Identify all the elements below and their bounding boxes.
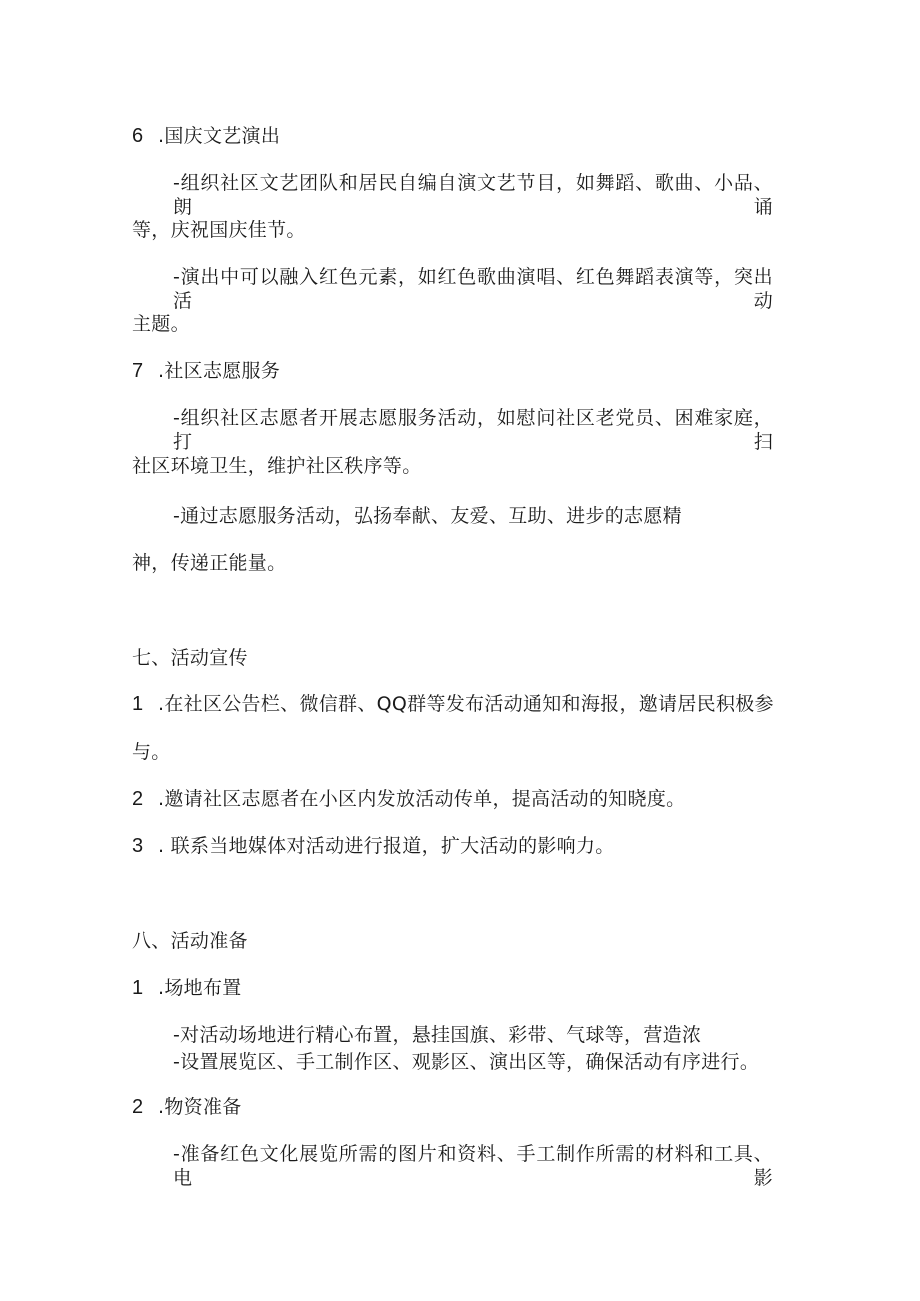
section-7-paragraph-1-line-1: -组织社区志愿者开展志愿服务活动，如慰问社区老党员、困难家庭，打扫 [173,407,773,453]
section-7-number: 7 [132,360,144,382]
publicity-item-3-number: 3 [132,835,144,857]
preparation-item-1-line-2: -设置展览区、手工制作区、观影区、演出区等，确保活动有序进行。 [173,1051,760,1073]
section-6-paragraph-2-line-2: 主题。 [132,313,190,335]
publicity-item-2 [132,787,685,811]
section-6-heading [132,124,280,148]
section-7-title: .社区志愿服务 [158,360,281,382]
heading-preparation: 八、活动准备 [132,930,248,952]
publicity-item-1-text: .在社区公告栏、微信群、QQ群等发布活动通知和海报，邀请居民积极参 [158,693,774,715]
section-7-paragraph-2-line-2: 神，传递正能量。 [132,552,287,574]
section-7-paragraph-2-line-1: -通过志愿服务活动，弘扬奉献、友爱、互助、进步的志愿精 [173,505,682,527]
preparation-item-2-heading [132,1095,242,1119]
publicity-item-2-text: .邀请社区志愿者在小区内发放活动传单，提高活动的知晓度。 [158,788,686,810]
publicity-item-3 [132,834,615,858]
preparation-item-1-line-1: -对活动场地进行精心布置，悬挂国旗、彩带、气球等，营造浓 [173,1024,702,1046]
section-6-paragraph-1-line-2: 等，庆祝国庆佳节。 [132,219,306,241]
publicity-item-1-number: 1 [132,693,144,715]
preparation-item-2-title: .物资准备 [158,1096,242,1118]
publicity-item-3-text: . 联系当地媒体对活动进行报道，扩大活动的影响力。 [158,835,615,857]
publicity-item-2-number: 2 [132,788,144,810]
preparation-item-1-title: .场地布置 [158,977,242,999]
preparation-item-2-number: 2 [132,1096,144,1118]
section-6-title: .国庆文艺演出 [158,125,281,147]
section-7-paragraph-1-line-2: 社区环境卫生，维护社区秩序等。 [132,455,422,477]
section-6-number: 6 [132,125,144,147]
preparation-item-2-line-1: -准备红色文化展览所需的图片和资料、手工制作所需的材料和工具、电影 [173,1143,773,1189]
heading-publicity: 七、活动宣传 [132,647,248,669]
publicity-item-1-line-2: 与。 [132,741,171,763]
preparation-item-1-heading [132,976,242,1000]
section-6-paragraph-1-line-1: -组织社区文艺团队和居民自编自演文艺节目，如舞蹈、歌曲、小品、朗诵 [173,172,773,218]
preparation-item-1-number: 1 [132,977,144,999]
section-7-heading [132,359,280,383]
section-6-paragraph-2-line-1: -演出中可以融入红色元素，如红色歌曲演唱、红色舞蹈表演等，突出活动 [173,266,773,312]
publicity-item-1-line-1 [132,692,774,716]
